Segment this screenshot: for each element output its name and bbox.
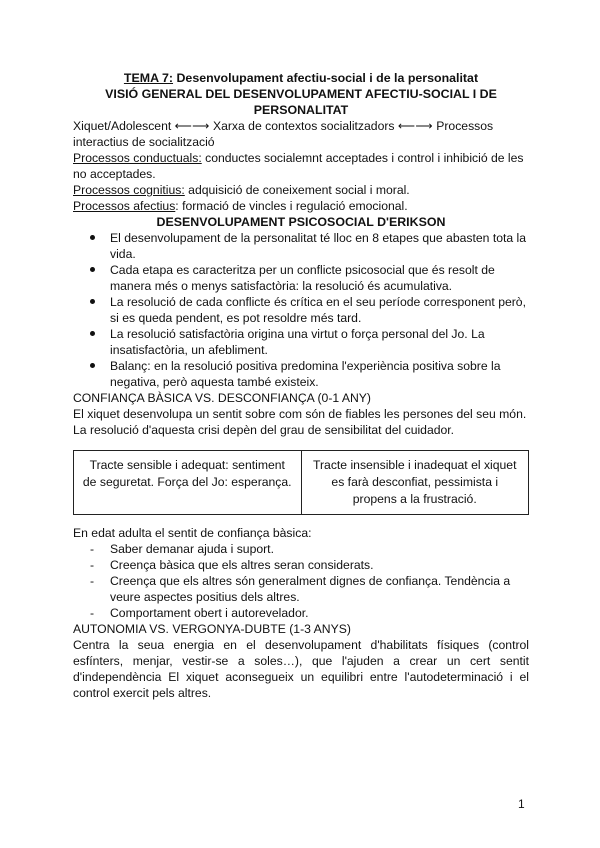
bullet-icon [90,299,95,304]
stage1-paragraph: El xiquet desenvolupa un sentit sobre com són de fiables les persones del seu món. La resolució d'aquesta crisi depèn del grau de sensibilitat del cuidador. [73,407,527,437]
dash-icon: - [90,574,95,588]
table-cell-insensitive: Tracte insensible i inadequat el xiquet es farà desconfiat, pessimista i propens a la frustració. [301,451,529,515]
list-item: - Creença que els altres són generalment dignes de confiança. Tendència a veure aspectes positius dels altres. [90,574,511,604]
afectius-text: : formació de vincles i regulació emocional. [175,199,408,213]
document-title [73,70,529,86]
section-heading-overview: VISIÓ GENERAL DEL DESENVOLUPAMENT AFECTIU-SOCIAL I DE [105,87,497,101]
afectius-label: Processos afectius [73,199,176,213]
stage1-heading: CONFIANÇA BÀSICA VS. DESCONFIANÇA (0-1 ANY) [73,391,371,405]
tema-text: Desenvolupament afectiu-social i de la personalitat [173,71,479,85]
list-item: - Creença bàsica que els altres seran considerats. [90,558,374,572]
list-item: - Saber demanar ajuda i suport. [90,542,274,556]
bullet-icon [90,363,95,368]
list-item: - Comportament obert i autorevelador. [90,606,309,620]
cognitius-text: adquisició de coneixement social i moral. [184,183,410,197]
processos-afectius [73,198,529,214]
list-item: Cada etapa es caracteritza per un conflicte psicosocial que és resolt de manera més o menys satisfactòria: la resolució és acumulativa. [73,262,529,294]
stage2-paragraph: Centra la seua energia en el desenvolupament d'habilitats físiques (control esfínters, menjar, vestir-se a soles…), que l'ajuden a crear un cert sentit d'independència El xiquet aconsegueix un equilibri entre l'autodeterminació i el control exercit pels altres. [73,638,529,700]
adult-trust-list [73,541,529,621]
list-item: La resolució de cada conflicte és crítica en el seu període corresponent però, si es queda pendent, es pot resoldre més tard. [73,294,529,326]
list-item: La resolució satisfactòria origina una virtut o força personal del Jo. La insatisfactòria, un afebliment. [73,326,529,358]
trust-comparison-table [73,450,529,515]
bullet-icon [90,331,95,336]
bullet-icon [90,235,95,240]
list-item: Balanç: en la resolució positiva predomina l'experiència positiva sobre la negativa, però aquesta també existeix. [73,358,529,390]
page-number: 1 [518,797,525,811]
document-page [73,70,529,701]
bullet-icon [90,267,95,272]
processos-cognitius [73,182,529,198]
table-cell-sensitive: Tracte sensible i adequat: sentiment de seguretat. Força del Jo: esperança. [74,451,302,515]
tema-label: TEMA 7: [123,71,174,85]
adult-trust-intro: En edat adulta el sentit de confiança bàsica: [73,526,312,540]
erikson-heading: DESENVOLUPAMENT PSICOSOCIAL D'ERIKSON [156,215,446,229]
dash-icon: - [90,542,95,556]
processos-conductuals [73,150,529,182]
conductuals-label: Processos conductuals: [73,151,202,165]
section-heading-overview-cont: PERSONALITAT [253,103,349,117]
socialization-chain: Xiquet/Adolescent ⟵⟶ Xarxa de contextos socialitzadors ⟵⟶ Processos interactius de socialització [73,119,494,149]
stage2-heading: AUTONOMIA VS. VERGONYA-DUBTE (1-3 ANYS) [73,622,351,636]
list-item: El desenvolupament de la personalitat té lloc en 8 etapes que abasten tota la vida. [73,230,529,262]
dash-icon: - [90,606,95,620]
dash-icon: - [90,558,95,572]
conductuals-text: conductes socialemnt acceptades i control i inhibició de les no acceptades. [73,151,524,181]
cognitius-label: Processos cognitius: [73,183,185,197]
erikson-bullet-list [73,230,529,390]
